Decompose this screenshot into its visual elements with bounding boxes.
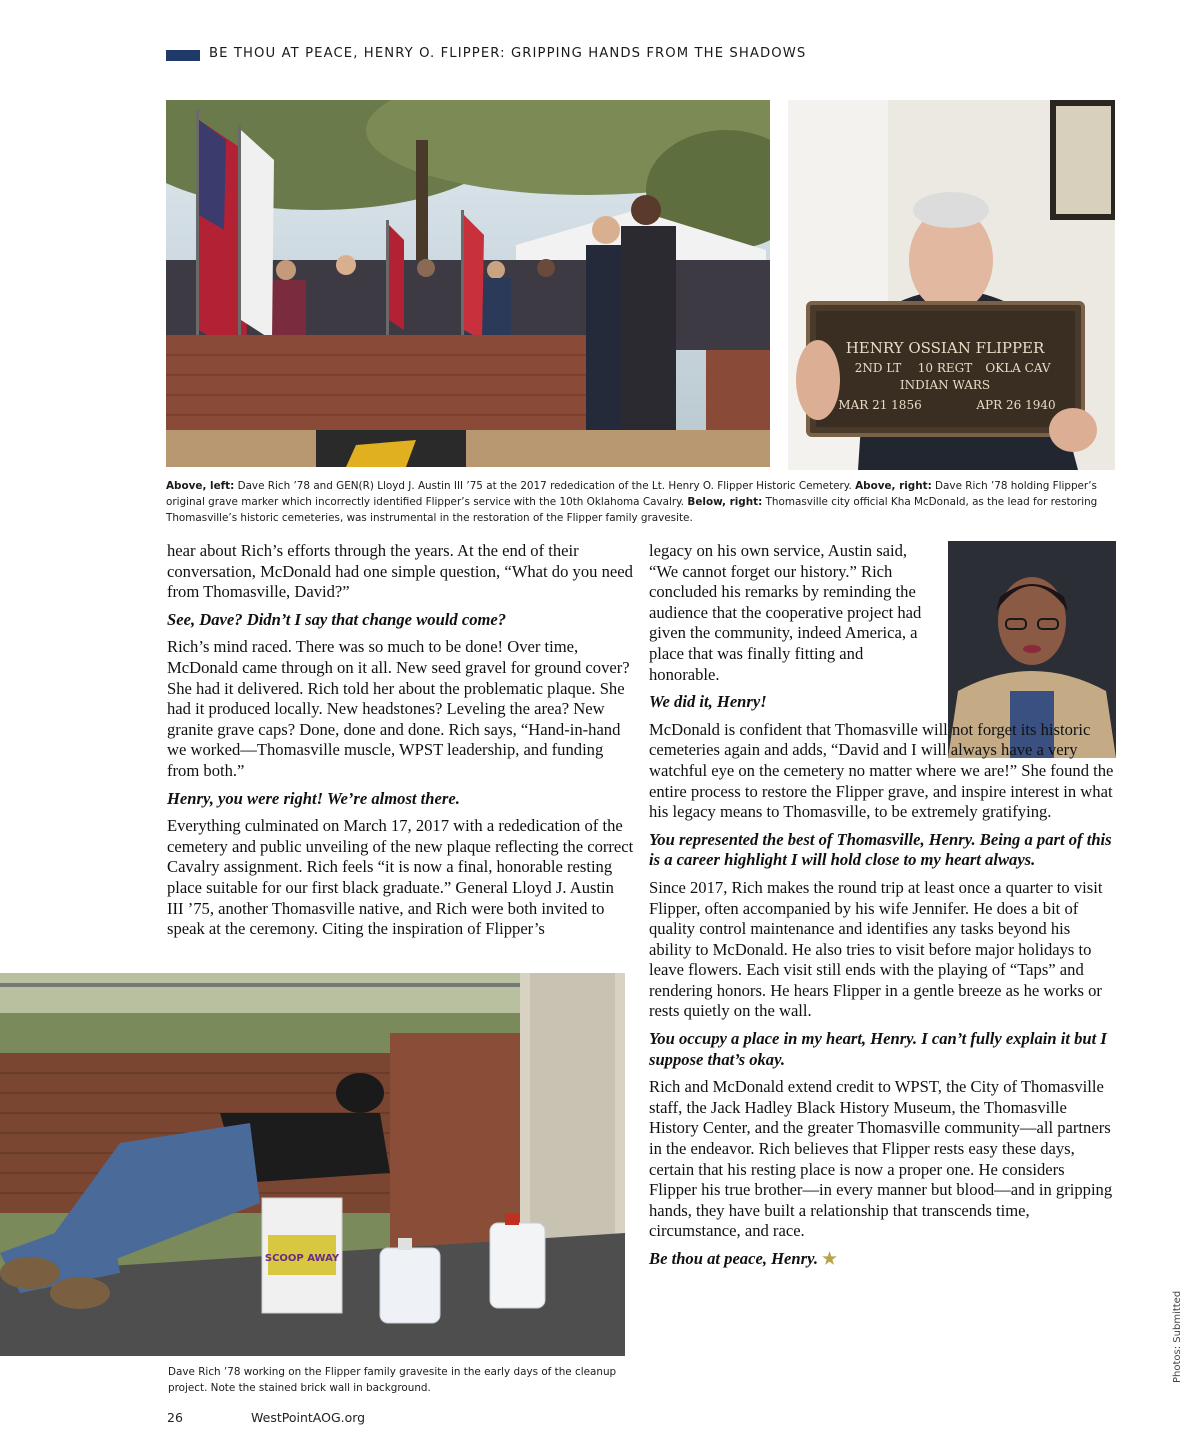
pull-quote: We did it, Henry! (649, 692, 767, 712)
plaque-line-2b: 10 REGT (917, 361, 973, 375)
pull-quote: See, Dave? Didn’t I say that change would come? (167, 609, 507, 629)
closing-text: Be thou at peace, Henry. (649, 1249, 818, 1268)
running-header: BE THOU AT PEACE, HENRY O. FLIPPER: GRIPPING HANDS FROM THE SHADOWS (209, 46, 807, 61)
pull-quote: You represented the best of Thomasville, Henry. Being a part of this is a career highlight I will hold close to my heart always. (649, 829, 1112, 870)
photo-rich-cleaning-gravesite (0, 973, 625, 1356)
bucket-label: SCOOP AWAY (264, 1253, 340, 1264)
caption-bottom: Dave Rich ’78 working on the Flipper family gravesite in the early days of the cleanup project. Note the stained brick wall in background. (168, 1366, 617, 1394)
caption-label-below-right: Below, right: (687, 496, 763, 508)
photo-rededication-ceremony (166, 100, 770, 467)
paragraph: McDonald is confident that Thomasville will not forget its historic cemeteries again and adds, “David and I will always have a very watchful eye on the cemetery no matter where we are!” She found the entire process to restore the Flipper grave, and inspire interest in what his legacy means to Thomasville, to be extremely gratifying. (649, 719, 1114, 822)
paragraph: Everything culminated on March 17, 2017 with a rededication of the cemetery and public unveiling of the new plaque reflecting the correct Cavalry assignment. Rich feels “it is now a final, honorable resting place suitable for our first black graduate.” General Lloyd J. Austin III ’75, another Thomasville native, and Rich were both invited to speak at the ceremony. Citing the inspiration of Flipper’s (167, 816, 634, 939)
closing-line (649, 1249, 1116, 1270)
caption-text-below-right: Thomasville city official Kha McDonald, as the lead for restoring Thomasville’s historic cemeteries, was instrumental in the restoration of the Flipper family gravesite. (166, 496, 1098, 524)
caption-label-above-right: Above, right: (855, 480, 932, 492)
cleanup-illustration (0, 973, 625, 1356)
star-icon: ★ (822, 1249, 838, 1268)
paragraph: Rich’s mind raced. There was so much to be done! Over time, McDonald came through on it all. New seed gravel for ground cover? She had it delivered. Rich told her about the problematic plaque. She had it produced locally. New headstones? Leveling the area? New granite grave caps? Done, done and done. Rich says, “Hand-in-hand we worked—Thomasville muscle, WPST leadership, and funding from both.” (167, 637, 630, 780)
photo-rich-holding-marker (788, 100, 1115, 470)
caption-top (166, 478, 1116, 526)
article-column-left (167, 541, 634, 947)
ceremony-illustration (166, 100, 770, 467)
plaque-line-1: HENRY OSSIAN FLIPPER (845, 339, 1045, 357)
paragraph: Rich and McDonald extend credit to WPST, the City of Thomasville staff, the Jack Hadley Black History Museum, the Thomasville History Center, and the greater Thomasville community—all partners in the endeavor. Rich believes that Flipper rests easy these days, certain that his resting place is now a proper one. He considers Flipper his true brother—in every manner but blood—and in gripping hands, they have built a relationship that transcends time, circumstance, and race. (649, 1077, 1113, 1241)
plaque-line-2a: 2ND LT (854, 361, 902, 375)
pull-quote: You occupy a place in my heart, Henry. I can’t fully explain it but I suppose that’s okay. (649, 1029, 1107, 1069)
paragraph: Since 2017, Rich makes the round trip at least once a quarter to visit Flipper, often accompanied by his wife Jennifer. He does a bit of quality control maintenance and identifies any tasks beyond his ability to McDonald. He also tries to visit before major holidays to leave flowers. Each visit still ends with the playing of “Taps” and rendering honors. He hears Flipper in a gentle breeze as he works or rests quietly on the wall. (649, 877, 1103, 1021)
photo-credit: Photos: Submitted (1172, 1290, 1183, 1383)
plaque-line-4a: MAR 21 1856 (838, 398, 922, 412)
plaque-line-3: INDIAN WARS (899, 378, 991, 392)
paragraph: legacy on his own service, Austin said, “We cannot forget our history.” Rich concluded his remarks by reminding the audience that the cooperative project had given the community, indeed America, a place that was finally fitting and honorable. (649, 541, 922, 684)
plaque-line-2c: OKLA CAV (985, 361, 1051, 375)
article-column-right (649, 541, 1116, 1277)
paragraph: hear about Rich’s efforts through the years. At the end of their conversation, McDonald had one simple question, “What do you need from Thomasville, David?” (167, 541, 633, 602)
footer-site-link[interactable]: WestPointAOG.org (251, 1410, 366, 1425)
page-number: 26 (167, 1410, 183, 1425)
caption-text-above-left: Dave Rich ’78 and GEN(R) Lloyd J. Austin III ’75 at the 2017 rededication of the Lt. Henry O. Flipper Historic Cemetery. (234, 480, 856, 492)
caption-text-above-right: Dave Rich ’78 holding Flipper’s original grave marker which incorrectly identified Flipper’s service with the 10th Oklahoma Cavalry. (166, 480, 1097, 508)
caption-label-above-left: Above, left: (166, 480, 235, 492)
marker-illustration (788, 100, 1115, 470)
plaque-line-4b: APR 26 1940 (976, 398, 1056, 412)
header-accent-bar (166, 50, 200, 61)
pull-quote: Henry, you were right! We’re almost there. (167, 788, 460, 808)
